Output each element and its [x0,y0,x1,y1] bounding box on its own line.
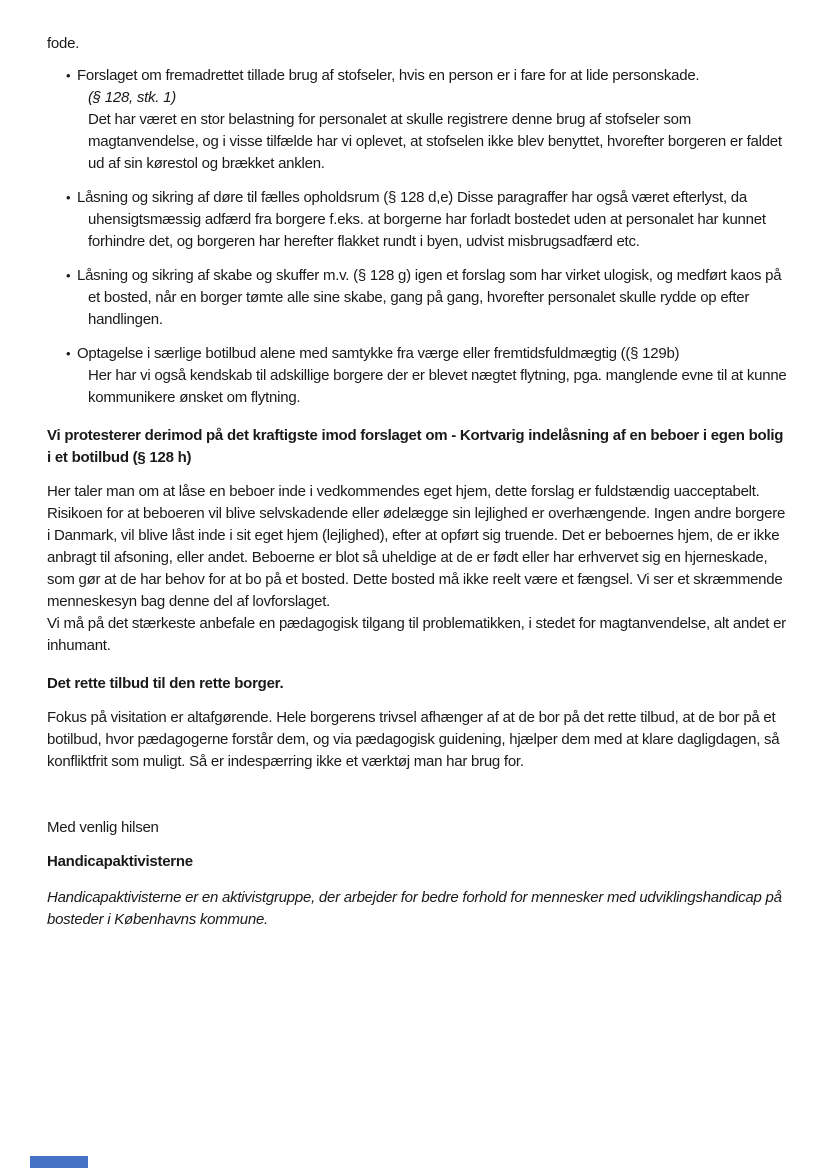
protest-paragraph-conclusion: Vi må på det stærkeste anbefale en pædagogisk tilgang til problematikken, i stedet for magtanvendelse, alt andet er inhumant. [47,615,786,654]
list-item [66,187,787,253]
protest-paragraph-text: Her taler man om at låse en beboer inde i vedkommendes eget hjem, dette forslag er fuldstændig uacceptabelt. Risikoen for at beboeren vil blive selvskadende eller ødelægge sin lejlighed er overhængende. Ingen andre borgere i Danmark, vil blive låst inde i sit eget hjem (lejlighed), efter at opført sig truende. Det er beboernes hjem, de er ikke anbragt til afsoning, eller andet. Beboerne er blot så uheldige at de er født eller har erhvervet sig en hjerneskade, som gør at de har behov for at bo på et bosted. Dette bosted må ikke reelt være et fængsel. Vi ser et skræmmende menneskesyn bag denne del af lovforslaget. [47,483,786,610]
bullet-list [47,65,787,409]
intro-fragment: fode. [47,35,80,52]
right-offer-paragraph: Fokus på visitation er altafgørende. Hele borgerens trivsel afhænger af at de bor på det rette tilbud, at de bor på et botilbud, hvor pædagogerne forstår dem, og via pædagogisk guidening, hjælper dem med at klare dagligdagen, så konfliktfrit som muligt. Så er indespærring ikke et værktøj man har brug for. [47,709,780,770]
signature: Handicapaktivisterne [47,853,193,870]
bullet-lead: Låsning og sikring af døre til fælles opholdsrum (§ 128 d,e) Disse paragraffer har også været efterlyst, da uhensigtsmæssig adfærd fra borgere f.eks. at borgerne har forladt bostedet uden at personalet har kunnet forhindre det, og borgeren har herefter flakket rundt i byen, udvist misbrugsadfærd etc. [77,189,766,250]
bullet-icon: • [66,268,71,283]
about-group-note: Handicapaktivisterne er en aktivistgruppe, der arbejder for bedre forhold for mennesker med udviklingshandicap på bosteder i Københavns kommune. [47,889,782,928]
bullet-body: Her har vi også kendskab til adskillige borgere der er blevet nægtet flytning, pga. manglende evne til at kunne kommunikere ønsket om flytning. [88,367,787,406]
bullet-lead: Forslaget om fremadrettet tillade brug af stofseler, hvis en person er i fare for at lide personskade. [77,67,700,84]
list-item [66,343,787,409]
list-item [66,65,787,175]
footer-logo-mark [30,1156,88,1168]
bullet-lead: Optagelse i særlige botilbud alene med samtykke fra værge eller fremtidsfuldmægtig ((§ 129b) [77,345,680,362]
bullet-reference: (§ 128, stk. 1) [88,89,176,106]
bullet-icon: • [66,190,71,205]
bullet-body: Det har været en stor belastning for personalet at skulle registrere denne brug af stofseler som magtanvendelse, og i visse tilfælde har vi oplevet, at stofselen ikke blev benyttet, hvorefter borgeren er faldet ud af sin kørestol og brækket anklen. [88,111,782,172]
right-offer-heading: Det rette tilbud til den rette borger. [47,675,284,692]
protest-heading: Vi protesterer derimod på det kraftigste imod forslaget om - Kortvarig indelåsning af en beboer i egen bolig i et botilbud (§ 128 h) [47,427,784,466]
bullet-icon: • [66,346,71,361]
list-item [66,265,787,331]
bullet-lead: Låsning og sikring af skabe og skuffer m.v. (§ 128 g) igen et forslag som har virket ulogisk, og medført kaos på et bosted, når en borger tømte alle sine skabe, gang på gang, hvorefter personalet skulle rydde op efter handlingen. [77,267,782,328]
salutation: Med venlig hilsen [47,819,159,836]
protest-paragraph [47,481,787,657]
bullet-icon: • [66,68,71,83]
